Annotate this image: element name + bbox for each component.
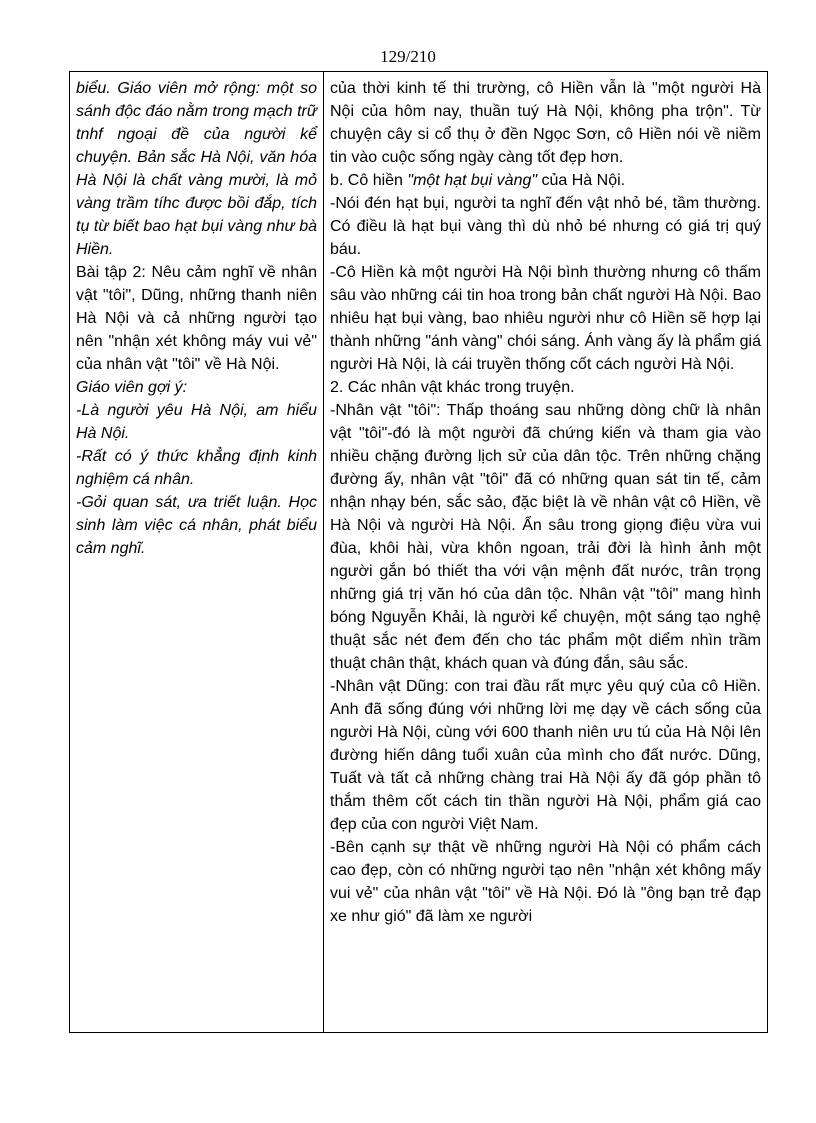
teacher-extension-text: biểu. Giáo viên mở rộng: một so sánh độc đáo nằm trong mạch trữ tnhf ngoại đề của người kể chuyện. Bản sắc Hà Nội, văn hóa Hà Nội là chất vàng mười, là mỏ vàng trầm tíhc được bồi đắp, tích tụ từ biết bao hạt bụi vàng như bà Hiền. — [76, 80, 317, 258]
hint-item: -Là người yêu Hà Nội, am hiểu Hà Nội. — [76, 402, 317, 442]
exercise-2-prompt: Bài tập 2: Nêu cảm nghĩ về nhân vật "tôi", Dũng, những thanh niên Hà Nội và cả những người tạo nên "nhận xét không máy vui vẻ" của nhân vật "tôi" về Hà Nội. — [76, 264, 317, 373]
page-number: 129/210 — [380, 47, 436, 66]
paragraph: -Nhân vật Dũng: con trai đầu rất mực yêu quý của cô Hiền. Anh đã sống đúng với những lời mẹ dạy về cách sống của người Hà Nội, cùng với 600 thanh niên ưu tú của Hà Nội lên đường hiến dâng tuổi xuân của mình cho đất nước. Dũng, Tuất và tất cả những chàng trai Hà Nội ấy đã góp phần tô thắm thêm cốt cách tin thần người Hà Nội, phẩm giá cao đẹp của con người Việt Nam. — [330, 678, 761, 833]
hint-item: -Gỏi quan sát, ưa triết luận. Học sinh làm việc cá nhân, phát biểu cảm nghĩ. — [76, 494, 317, 557]
heading-suffix: của Hà Nội. — [537, 172, 626, 189]
paragraph: -Nói đén hạt bụi, người ta nghĩ đến vật nhỏ bé, tầm thường. Có điều là hạt bụi vàng thì dù nhỏ bé nhưng có giá trị quý báu. — [330, 195, 761, 258]
content-table — [69, 71, 768, 1033]
section-heading-b — [330, 169, 761, 192]
paragraph: -Cô Hiền kà một người Hà Nội bình thường nhưng cô thấm sâu vào những cái tin hoa trong bản chất người Hà Nội. Bao nhiêu hạt bụi vàng, bao nhiêu người như cô Hiền sẽ hợp lại thành những "ánh vàng" chói sáng. Ánh vàng ấy là phẩm giá người Hà Nội, là cái truyền thống cốt cách người Hà Nội. — [330, 264, 761, 373]
teacher-hint-heading: Giáo viên gợi ý: — [76, 379, 188, 396]
paragraph: -Nhân vật "tôi": Thấp thoáng sau những dòng chữ là nhân vật "tôi"-đó là một người đã chứng kiến và tham gia vào nhiều chặng đường lịch sử của dân tộc. Trên những chặng đường ấy, nhân vật "tôi" đã có những quan sát tin tế, cảm nhận nhạy bén, sắc sảo, đặc biệt là về nhân vật cô Hiền, về Hà Nội và người Hà Nội. Ẩn sâu trong giọng điệu vừa vui đùa, khôi hài, vừa khôn ngoan, trải đời là hình ảnh một người gắn bó thiết tha với vận mệnh đất nước, trân trọng những giá trị văn hó của dân tộc. Nhân vật "tôi" mang hình bóng Nguyễn Khải, là người kể chuyện, một sáng tạo nghệ thuật sắc nét đem đến cho tác phẩm một diểm nhìn trầm thuật chân thật, khách quan và đúng đắn, sâu sắc. — [330, 402, 761, 672]
heading-prefix: b. Cô hiền — [330, 172, 408, 189]
hint-item: -Rất có ý thức khẳng định kinh nghiệm cá nhân. — [76, 448, 317, 488]
heading-quote: "một hạt bụi vàng" — [407, 172, 538, 189]
right-column-cell — [324, 72, 768, 1033]
section-heading-2: 2. Các nhân vật khác trong truyện. — [330, 379, 575, 396]
table-row — [70, 72, 768, 1033]
left-column-cell — [70, 72, 324, 1033]
paragraph: -Bên cạnh sự thật về những người Hà Nội có phẩm cách cao đẹp, còn có những người tạo nên "nhận xét không mấy vui vẻ" của nhân vật "tôi" về Hà Nội. Đó là "ông bạn trẻ đạp xe như gió" đã làm xe người — [330, 839, 761, 925]
paragraph: của thời kinh tế thi trường, cô Hiền vẫn là "một người Hà Nội của hôm nay, thuần tuý Hà Nội, không pha trộn". Từ chuyện cây si cổ thụ ở đền Ngọc Sơn, cô Hiền nói về niềm tin vào cuộc sống ngày càng tốt đẹp hơn. — [330, 80, 761, 166]
